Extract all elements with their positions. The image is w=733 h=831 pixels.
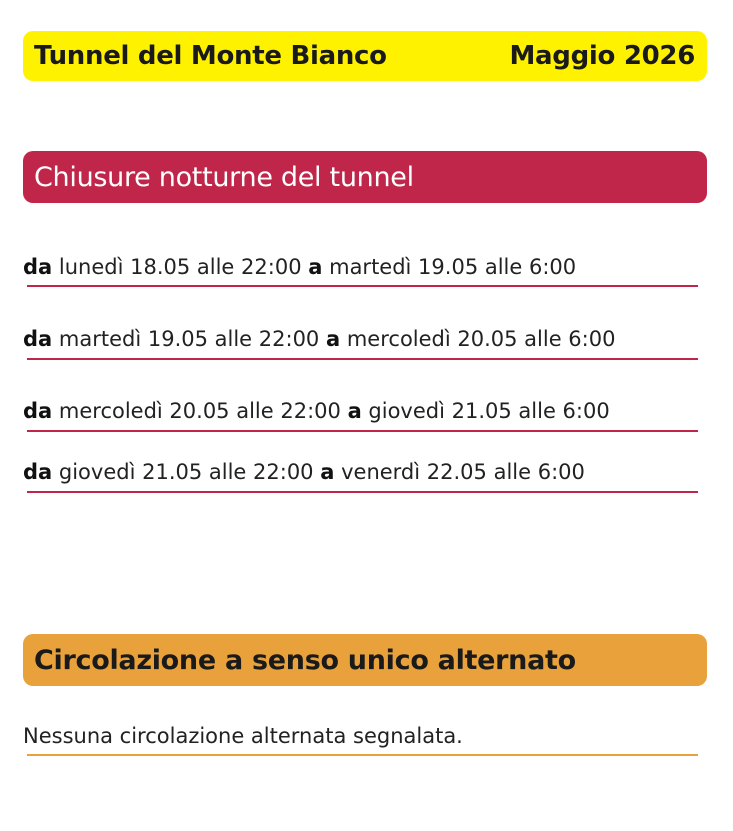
closure-start: lunedì 18.05 alle 22:00 <box>58 255 302 279</box>
closure-end: martedì 19.05 alle 6:00 <box>329 255 577 279</box>
from-keyword: da <box>23 399 53 423</box>
closures-section-title: Chiusure notturne del tunnel <box>34 161 414 193</box>
closure-divider <box>27 491 698 493</box>
alternating-divider <box>27 754 698 756</box>
alternating-section-title: Circolazione a senso unico alternato <box>34 644 576 676</box>
closure-item <box>23 254 699 280</box>
closures-section-header <box>23 151 707 203</box>
period-label: Maggio 2026 <box>509 41 695 71</box>
closure-start: martedì 19.05 alle 22:00 <box>58 327 320 351</box>
to-keyword: a <box>325 327 341 351</box>
closure-divider <box>27 430 698 432</box>
from-keyword: da <box>23 255 53 279</box>
to-keyword: a <box>308 255 323 279</box>
closure-end: giovedì 21.05 alle 6:00 <box>368 399 610 423</box>
alternating-message-text: Nessuna circolazione alternata segnalata. <box>23 724 463 748</box>
closure-item <box>23 459 699 485</box>
closure-end: venerdì 22.05 alle 6:00 <box>341 460 585 484</box>
alternating-section-header <box>23 634 707 686</box>
closure-start: mercoledì 20.05 alle 22:00 <box>58 399 341 423</box>
closure-end: mercoledì 20.05 alle 6:00 <box>346 327 616 351</box>
closure-start: giovedì 21.05 alle 22:00 <box>58 460 314 484</box>
page-title: Tunnel del Monte Bianco <box>34 41 387 71</box>
alternating-message <box>23 723 699 749</box>
closure-divider <box>27 358 698 360</box>
to-keyword: a <box>320 460 335 484</box>
closure-item <box>23 398 699 424</box>
header-banner <box>23 31 707 81</box>
to-keyword: a <box>347 399 362 423</box>
from-keyword: da <box>23 460 53 484</box>
closure-item <box>23 326 699 352</box>
from-keyword: da <box>23 327 53 351</box>
closure-divider <box>27 285 698 287</box>
